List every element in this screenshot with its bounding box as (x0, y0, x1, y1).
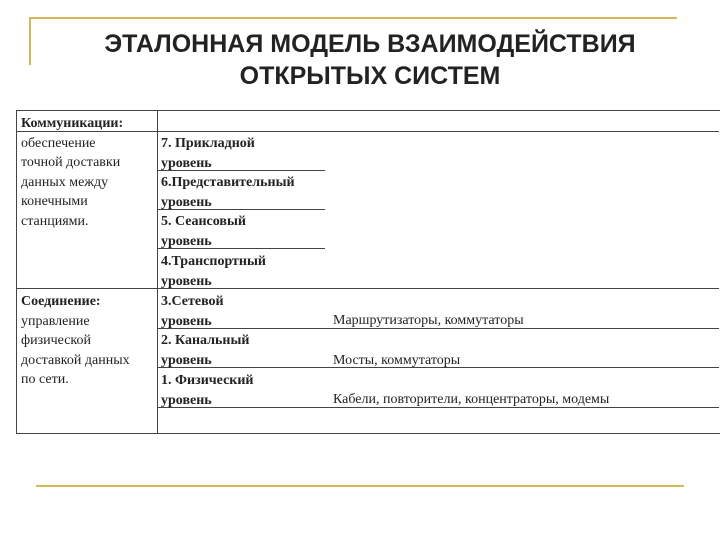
layer-suffix: уровень (161, 273, 212, 289)
layer-7 (161, 134, 255, 173)
layer-suffix: уровень (161, 233, 212, 249)
layer-name: 5. Сеансовый (161, 214, 246, 229)
layer-name: 2. Канальный (161, 333, 250, 348)
group-description-line: по сети. (21, 372, 69, 387)
layer-suffix: уровень (161, 155, 212, 171)
layer-suffix: уровень (161, 392, 212, 408)
layer-1 (161, 371, 253, 410)
layer-4 (161, 252, 266, 291)
column-divider (157, 111, 158, 433)
layer-suffix: уровень (161, 352, 212, 368)
osi-model-table (16, 110, 720, 434)
group-description-line: конечными (21, 194, 88, 209)
layer-suffix: уровень (161, 313, 212, 329)
group-communications (21, 114, 157, 231)
group-description-line: обеспечение (21, 135, 96, 151)
layer-name: 7. Прикладной (161, 136, 255, 151)
slide-title (40, 28, 700, 92)
group-heading: Коммуникации: (21, 116, 124, 131)
layer-3 (161, 292, 224, 331)
group-description-line: точной доставки (21, 155, 121, 170)
layer-name: 3.Сетевой (161, 294, 224, 309)
row-divider-group2 (17, 288, 719, 289)
layer-name: 6.Представительный (161, 175, 295, 190)
decorative-left-line (29, 17, 31, 65)
group-description-line: станциями. (21, 213, 89, 229)
group-description-line: физической (21, 333, 91, 348)
layer-suffix: уровень (161, 194, 212, 210)
layer-6 (161, 173, 295, 212)
group-description-line: доставкой данных (21, 352, 130, 368)
group-heading: Соединение: (21, 294, 101, 309)
decorative-top-line (29, 17, 677, 19)
group-description-line: управление (21, 313, 90, 329)
layer-2 (161, 331, 249, 370)
layer-name: 1. Физический (161, 373, 254, 388)
layer-3-devices: Маршрутизаторы, коммутаторы (333, 313, 524, 328)
layer-5 (161, 212, 246, 251)
group-connection (21, 292, 157, 390)
title-line-2: ОТКРЫТЫХ СИСТЕМ (239, 62, 501, 90)
group-description-line: данных между (21, 174, 109, 190)
decorative-bottom-line (36, 485, 684, 487)
layer-name: 4.Транспортный (161, 254, 266, 269)
title-line-1: ЭТАЛОННАЯ МОДЕЛЬ ВЗАИМОДЕЙСТВИЯ (104, 30, 636, 58)
layer-2-devices: Мосты, коммутаторы (333, 353, 461, 368)
layer-1-devices: Кабели, повторители, концентраторы, модемы (333, 392, 610, 407)
